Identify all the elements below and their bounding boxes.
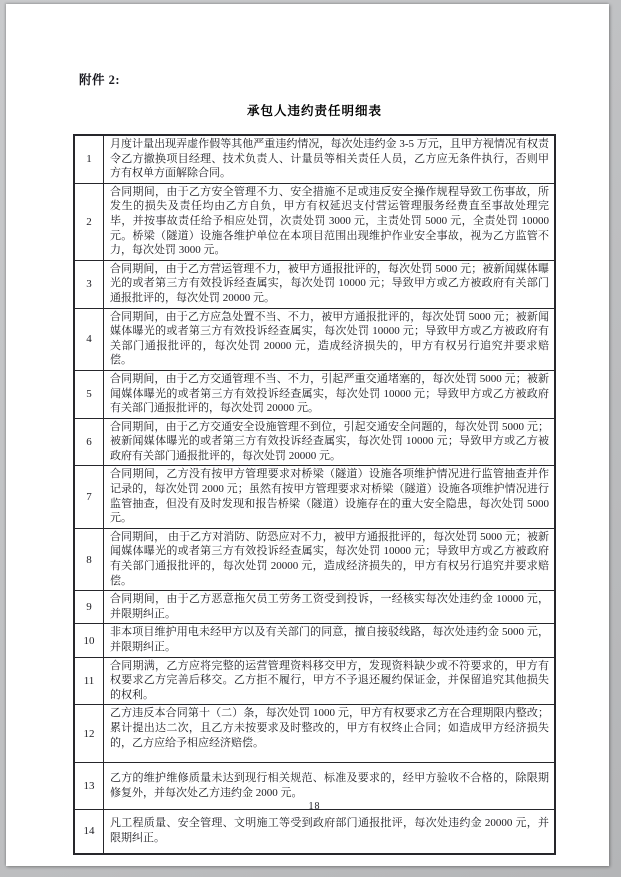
row-text: 合同期间， 由于乙方对消防、防恐应对不力，被甲方通报批评的，每次处罚 5000 元；被新闻媒体曝光的或者第三方有效投诉经查属实，每次处罚 10000 元；导致甲方或乙方被政府有关部门通报批评的，每次处罚 20000 元，造成经济损失的，甲方有权另行追究并要求赔偿。 bbox=[104, 528, 556, 590]
row-text: 凡工程质量、安全管理、文明施工等受到政府部门通报批评，每次处违约金 20000 元，并限期纠正。 bbox=[104, 810, 556, 854]
row-number: 12 bbox=[74, 705, 104, 763]
row-number: 2 bbox=[74, 183, 104, 260]
table-row bbox=[74, 466, 555, 528]
row-number: 1 bbox=[74, 135, 104, 183]
row-text: 月度计量出现弄虚作假等其他严重违约情况，每次处违约金 3-5 万元，且甲方视情况有权责令乙方撤换项目经理、技术负责人、计量员等相关责任人员，乙方应无条件执行，否则甲方有权单方面解除合同。 bbox=[104, 135, 556, 183]
row-number: 13 bbox=[74, 763, 104, 810]
row-number: 5 bbox=[74, 370, 104, 418]
row-text: 合同期间，由于乙方安全管理不力、安全措施不足或违反安全操作规程导致工伤事故，所发生的损失及责任均由乙方自负，甲方有权延迟支付营运管理服务经费直至事故处理完毕，并按事故责任给予相应处罚，次责处罚 3000 元，主责处罚 5000 元，全责处罚 10000 元。桥梁（隧道）设施各维护单位在本项目范围出现维护作业安全事故，视为乙方监管不力，每次处罚 3000 元。 bbox=[104, 183, 556, 260]
row-number: 9 bbox=[74, 591, 104, 624]
row-number: 6 bbox=[74, 418, 104, 466]
table-row bbox=[74, 418, 555, 466]
penalty-table bbox=[73, 134, 556, 855]
table-row bbox=[74, 705, 555, 763]
row-text: 合同期满，乙方应将完整的运营管理资料移交甲方，发现资料缺少或不符要求的，甲方有权要求乙方完善后移交。乙方拒不履行，甲方不予退还履约保证金，并保留追究其他损失的权利。 bbox=[104, 657, 556, 705]
row-text: 合同期间，由于乙方交通管理不当、不力，引起严重交通堵塞的，每次处罚 5000 元；被新闻媒体曝光的或者第三方有效投诉经查属实，每次处罚 10000 元；导致甲方或乙方被政府有关部门通报批评的，每次处罚 20000 元。 bbox=[104, 370, 556, 418]
table-row bbox=[74, 528, 555, 590]
document-page bbox=[6, 4, 609, 866]
row-text: 合同期间，由于乙方交通安全设施管理不到位，引起交通安全问题的，每次处罚 5000 元；被新闻媒体曝光的或者第三方有效投诉经查属实，每次处罚 10000 元；导致甲方或乙方被政府有关部门通报批评的，每次处罚 20000 元。 bbox=[104, 418, 556, 466]
row-number: 11 bbox=[74, 657, 104, 705]
table-row bbox=[74, 183, 555, 260]
table-row bbox=[74, 810, 555, 854]
page-number: 18 bbox=[308, 801, 321, 812]
row-text: 非本项目维护用电未经甲方以及有关部门的同意，擅自接驳线路，每次处违约金 5000 元，并限期纠正。 bbox=[104, 624, 556, 657]
row-text: 乙方的维护维修质量未达到现行相关规范、标准及要求的，经甲方验收不合格的，除限期修复外，并每次处乙方违约金 2000 元。 bbox=[104, 763, 556, 810]
table-row bbox=[74, 657, 555, 705]
row-number: 7 bbox=[74, 466, 104, 528]
row-number: 4 bbox=[74, 308, 104, 370]
row-text: 合同期间，由于乙方恶意拖欠员工劳务工资受到投诉，一经核实每次处违约金 10000 元，并限期纠正。 bbox=[104, 591, 556, 624]
document-title: 承包人违约责任明细表 bbox=[246, 104, 382, 118]
row-number: 8 bbox=[74, 528, 104, 590]
table-row bbox=[74, 308, 555, 370]
table-row bbox=[74, 591, 555, 624]
table-row bbox=[74, 260, 555, 308]
table-row bbox=[74, 135, 555, 183]
row-number: 10 bbox=[74, 624, 104, 657]
row-number: 14 bbox=[74, 810, 104, 854]
row-text: 合同期间，由于乙方营运管理不力，被甲方通报批评的，每次处罚 5000 元；被新闻媒体曝光的或者第三方有效投诉经查属实，每次处罚 10000 元；导致甲方或乙方被政府有关部门通报批评的，每次处罚 20000 元。 bbox=[104, 260, 556, 308]
table-row bbox=[74, 624, 555, 657]
attachment-label: 附件 2: bbox=[79, 73, 121, 87]
row-text: 乙方违反本合同第十（二）条，每次处罚 1000 元，甲方有权要求乙方在合理期限内整改；累计提出达二次，且乙方未按要求及时整改的，甲方有权终止合同；如造成甲方经济损失的，乙方应给予相应经济赔偿。 bbox=[104, 705, 556, 763]
row-text: 合同期间，由于乙方应急处置不当、不力，被甲方通报批评的，每次处罚 5000 元；被新闻媒体曝光的或者第三方有效投诉经查属实，每次处罚 10000 元；导致甲方或乙方被政府有关部门通报批评的，每次处罚 20000 元，造成经济损失的，甲方有权另行追究并要求赔偿。 bbox=[104, 308, 556, 370]
row-text: 合同期间，乙方没有按甲方管理要求对桥梁（隧道）设施各项维护情况进行监管抽查并作记录的，每次处罚 2000 元；虽然有按甲方管理要求对桥梁（隧道）设施各项维护情况进行监管抽查，但没有及时发现和报告桥梁（隧道）设施存在的重大安全隐患，每次处罚 5000 元。 bbox=[104, 466, 556, 528]
row-number: 3 bbox=[74, 260, 104, 308]
table-row bbox=[74, 370, 555, 418]
